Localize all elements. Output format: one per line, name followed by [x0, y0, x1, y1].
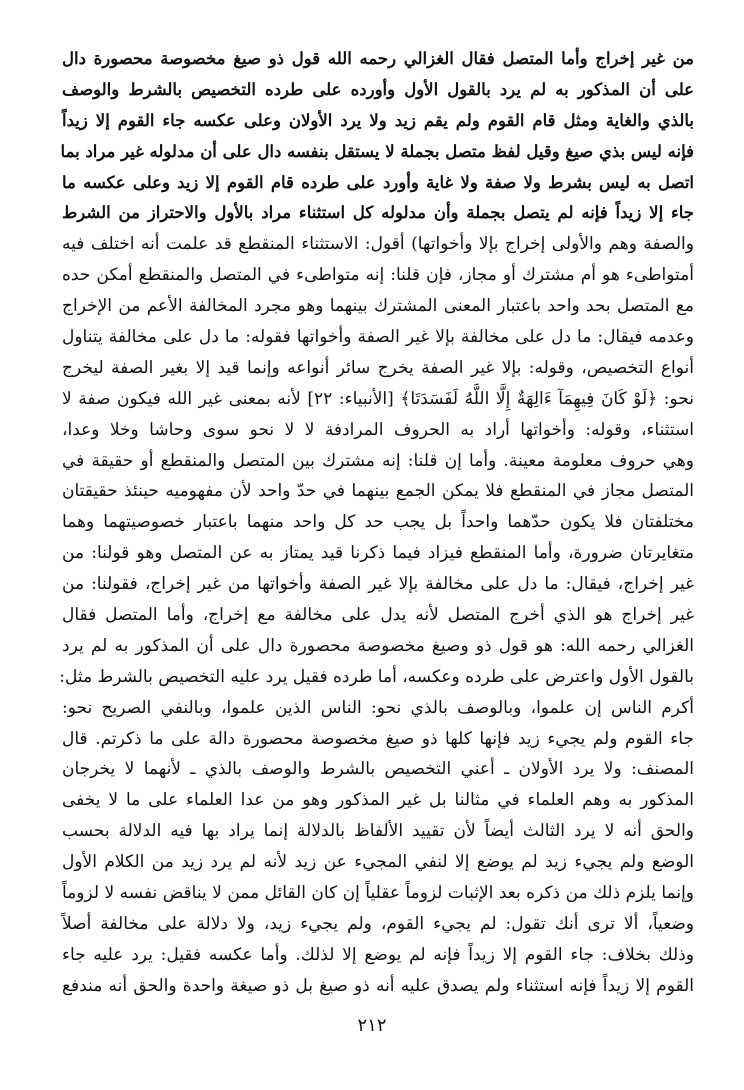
text-line: والصفة وهم والأولى إخراج بإلا وأخواتها) أقول: الاستثناء المنقطع قد علمت أنه اختلف فيه [62, 234, 694, 255]
text-line: الغزالي رحمه الله: هو قول ذو وصيغ مخصوصة محصورة دال على أن المذكور به لم يرد [62, 635, 694, 656]
text-line: مختلفتان فلا يكون حدّهما واحداً بل يجب حد كل واحد منهما باعتبار خصوصيتهما وهما [62, 512, 694, 533]
text-line: غير إخراج هو الذي أخرج المتصل لأنه يدل على مخالفة مع إخراج، وأما المتصل فقال [62, 605, 694, 626]
text-line: وهي حروف معلومة معينة. وأما إن قلنا: إنه مشترك بين المتصل والمنقطع أو حقيقة في [62, 450, 694, 471]
text-line: القوم إلا زيداً فإنه استثناء ولم يصدق عليه أنه ذو صيغ بل ذو صيغة واحدة والحق أنه مندفع [62, 975, 694, 996]
text-line: من غير إخراج وأما المتصل فقال الغزالي رحمه الله قول ذو صيغ مخصوصة محصورة دال [62, 49, 694, 68]
text-line: أمتواطىء هو أم مشترك أو مجاز، فإن قلنا: إنه متواطىء في المتصل والمنقطع أمكن حده [62, 265, 694, 286]
text-line: المصنف: ولا يرد الأولان ـ أعني التخصيص بالشرط والوصف بالذي ـ لأنهما لا يخرجان [62, 759, 694, 780]
text-line: اتصل به ليس بشرط ولا صفة ولا غاية وأورد على طرده قام القوم إلا زيد وعلى عكسه ما [62, 172, 694, 192]
text-line: أكرم الناس إن علموا، وبالوصف بالذي نحو: الناس الذين علموا، وبالنفي الصريح نحو: [62, 697, 694, 718]
text-line: الوضع ولم يجيء زيد لم يوضع إلا لنفي المجيء عن زيد لأنه لم يرد زيد من الكلام الأول [62, 852, 694, 873]
text-line: جاء القوم ولم يجيء زيد فإنها كلها ذو صيغ مخصوصة محصورة دالة على ما ذكرتم. قال [62, 728, 694, 749]
text-line: مع المتصل بحد واحد باعتبار المعنى المشترك بينهما وهو مجرد المخالفة الأعم من الإخراج [62, 296, 694, 317]
text-line: المتصل مجاز في المنقطع فلا يمكن الجمع بينهما في حدّ واحد لأن مفهوميه حينئذ حقيقتان [62, 481, 694, 502]
text-line: وعدمه فيقال: ما دل على مخالفة بإلا غير الصفة وأخواتها فقوله: ما دل على مخالفة يتناول [62, 327, 694, 348]
text-line: استثناء، وقوله: وأخواتها أراد به الحروف المرادفة لا لا نحو سوى وحاشا وخلا وعدا، [62, 419, 694, 440]
body-text [59, 44, 694, 1002]
text-line: متغايرتان ضرورة، وأما المنقطع فيزاد فيما ذكرنا قيد يمتاز به عن المتصل وهو قولنا: من [62, 543, 694, 564]
text-line: بالذي والغاية ومثل قام القوم ولم يقم زيد ولا يرد الأولان وعلى عكسه جاء القوم إلا زيداً [62, 110, 694, 130]
text-line: وضعياً، ألا ترى أنك تقول: لم يجيء القوم، ولم يجيء زيد، ولا دلالة على مخالفة أصلاً [62, 913, 694, 934]
text-line: أنواع التخصيص، وقوله: بإلا غير الصفة يخرج سائر أنواعه وإنما قيد إلا بغير الصفة ليخرج [62, 357, 694, 378]
text-line: وإنما يلزم ذلك من ذكره بعد الإثبات لزوماً عقلياً إن كان القائل ممن لا يناقض نفسه لا لزوماً [62, 883, 694, 904]
text-line: جاء إلا زيداً فإنه لم يتصل بجملة وأن مدلوله كل استثناء مراد بالأول والاحتراز من الشرط [62, 203, 694, 223]
text-line: نحو: ﴿لَوْ كَانَ فِيهِمَآ ءَالِهَةٌ إِلَّا اللَّهُ لَفَسَدَتَا﴾ [الأنبياء: ٢٢] لأنه بمعنى غير الله فيكون صفة لا [62, 388, 694, 409]
text-line: وذلك بخلاف: جاء القوم إلا زيداً فإنه لم يوضع إلا لذلك. وأما عكسه فقيل: يرد عليه جاء [62, 944, 694, 965]
text-line: فإنه ليس بذي صيغ وقيل لفظ متصل بجملة لا يستقل بنفسه دال على أن مدلوله غير مراد بما [60, 141, 694, 161]
page-number: ٢١٢ [357, 1015, 387, 1036]
text-line: على أن المذكور به لم يرد بالقول الأول وأورده على طرده التخصيص بالشرط والوصف [62, 79, 694, 99]
text-line: والحق أنه لا يرد الثالث أيضاً لأن تقييد الألفاظ بالدلالة إنما يراد بها فيه الدلالة بحسب [62, 821, 694, 842]
text-line: غير إخراج، فيقال: ما دل على مخالفة بإلا غير الصفة وأخواتها من غير إخراج، فقولنا: من [62, 574, 694, 595]
text-line: المذكور به وهم العلماء في مثالنا بل غير المذكور وهو من عدا العلماء على ما لا يخفى [62, 790, 694, 811]
text-line: بالقول الأول واعترض على طرده وعكسه، أما طرده فقيل يرد عليه التخصيص بالشرط مثل: [59, 666, 694, 687]
